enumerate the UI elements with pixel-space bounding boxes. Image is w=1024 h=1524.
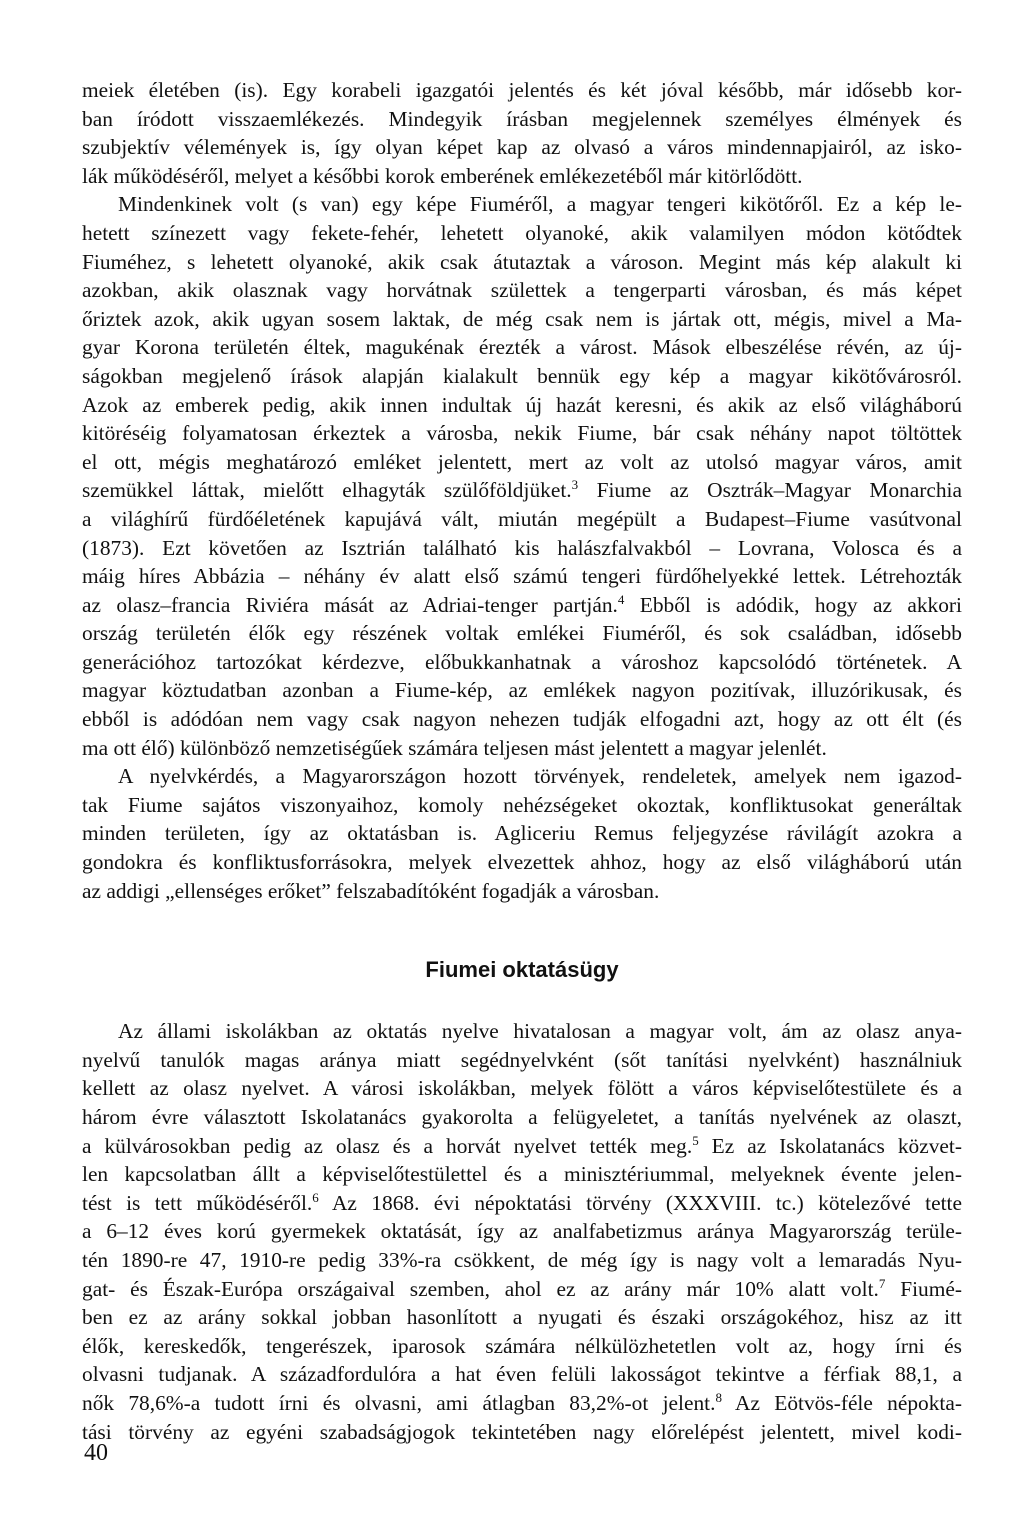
footnote-marker: 5: [692, 1132, 699, 1148]
page-body: [82, 76, 962, 1446]
text-line: hetett színezett vagy fekete-fehér, lehetett olyanoké, akik valamilyen módon kötődtek: [82, 220, 962, 245]
footnote-marker: 3: [571, 477, 579, 493]
footnote-marker: 6: [312, 1189, 319, 1205]
text-line: Azok az emberek pedig, akik innen indultak új hazát keresni, és akik az első világháború: [82, 392, 962, 417]
body-text-section-2: [82, 1017, 962, 1446]
text-line: lák működéséről, melyet a későbbi korok emberének emlékezetéből már kitörlődött.: [82, 163, 803, 188]
footnote-marker: 4: [617, 591, 625, 607]
text-line: gyar Korona területén éltek, magukénak érezték a várost. Mások elbeszélése révén, az új-: [82, 335, 962, 360]
text-line: az olasz–francia Riviéra mását az Adriai-tenger partján.$^4$ Ebből is adódik, hogy az akkori: [82, 591, 963, 617]
text-line: a világhírű fürdőéletének kapujává vált, miután megépült a Budapest–Fiume vasútvonal: [82, 506, 962, 531]
section-heading: Fiumei oktatásügy: [425, 957, 619, 983]
text-line: ságokban megjelenő írások alapján kialakult bennük egy kép a magyar kikötővárosról.: [82, 363, 962, 388]
text-line: Mindenkinek volt (s van) egy képe Fiuméről, a magyar tengeri kikötőről. Ez a kép le-: [118, 192, 962, 217]
text-line: gondokra és konfliktusforrásokra, melyek elvezettek ahhoz, hogy az első világháború után: [82, 850, 962, 875]
text-line: gat- és Észak-Európa országaival szemben, ahol ez az arány már 10% alatt volt.$^7$ Fiumé-: [82, 1275, 963, 1301]
text-line: Fiuméhez, s lehetett olyanoké, akik csak átutaztak a városon. Megint más kép alakult ki: [82, 249, 962, 274]
text-line: ma ott élő) különböző nemzetiségűek számára teljesen mást jelentett a magyar jelenlét.: [82, 735, 827, 760]
page-number: 40: [84, 1440, 108, 1466]
text-line: generációhoz tartozókat kérdezve, előbukkanhatnak a városhoz kapcsolódó történetek. A: [82, 649, 962, 674]
text-line: máig híres Abbázia – néhány év alatt első számú tengeri fürdőhelyekké lettek. Létrehozták: [82, 564, 962, 589]
text-line: A nyelvkérdés, a Magyarországon hozott törvények, rendeletek, amelyek nem igazod-: [118, 764, 962, 789]
text-line: három évre választott Iskolatanács gyakorolta a felügyeletet, a tanítás nyelvének az olaszt,: [82, 1105, 962, 1129]
text-line: magyar köztudatban azonban a Fiume-kép, az emlékek nagyon pozitívak, illuzórikusak, és: [82, 678, 962, 703]
text-line: nyelvű tanulók magas aránya miatt segédnyelvként (sőt tanítási nyelvként) használniuk: [82, 1047, 962, 1072]
text-line: a külvárosokban pedig az olasz és a horvát nyelvet tették meg.$^5$ Ez az Iskolatanács közvet-: [82, 1132, 962, 1158]
text-line: ben ez az arány sokkal jobban hasonlított a nyugati és északi országokéhoz, hisz az itt: [82, 1305, 962, 1330]
text-line: Az állami iskolákban az oktatás nyelve hivatalosan a magyar volt, ám az olasz anya-: [118, 1019, 962, 1044]
footnote-marker: 7: [878, 1275, 886, 1291]
text-line: el ott, mégis meghatározó emléket jelentett, mert az volt az utolsó magyar város, amit: [82, 449, 962, 474]
text-line: nők 78,6%-a tudott írni és olvasni, ami átlagban 83,2%-ot jelent.$^8$ Az Eötvös-féle népokta-: [82, 1389, 962, 1415]
text-line: meiek életében (is). Egy korabeli igazgatói jelentés és két jóval később, már idősebb kor-: [82, 78, 962, 102]
text-line: az addigi „ellenséges erőket” felszabadítóként fogadják a városban.: [82, 878, 660, 903]
text-line: len kapcsolatban állt a képviselőtestülettel és a minisztériummal, melyeknek évente jelen-: [82, 1162, 962, 1187]
text-line: tak Fiume sajátos viszonyaihoz, komoly nehézségeket okoztak, konfliktusokat generáltak: [82, 792, 962, 817]
text-line: ban íródott visszaemlékezés. Mindegyik írásban megjelennek személyes élmények és: [82, 106, 962, 131]
text-line: tést is tett működéséről.$^6$ Az 1868. évi népoktatási törvény (XXXVIII. tc.) kötelezővé tette: [82, 1189, 962, 1215]
text-line: olvasni tudjanak. A századfordulóra a hat éven felüli lakosságot tekintve a férfiak 88,1, a: [82, 1362, 962, 1387]
text-line: szemükkel láttak, mielőtt elhagyták szülőföldjüket.$^3$ Fiume az Osztrák–Magyar Monarchia: [82, 477, 962, 503]
text-line: azokban, akik olasznak vagy horvátnak születtek a tengerparti városban, és más képet: [82, 278, 962, 303]
text-line: őriztek azok, akik ugyan sosem laktak, de még csak nem is jártak ott, mégis, mivel a Ma-: [82, 306, 962, 331]
footnote-marker: 8: [715, 1389, 722, 1405]
text-line: (1873). Ezt követően az Isztrián található kis halászfalvakból – Lovrana, Volosca és a: [82, 535, 962, 560]
text-line: szubjektív vélemények is, így olyan képet kap az olvasó a város mindennapjairól, az isko-: [82, 135, 962, 160]
body-text-section-1: [82, 76, 962, 905]
text-line: kellett az olasz nyelvet. A városi iskolákban, melyek fölött a város képviselőtestülete és a: [82, 1076, 962, 1101]
text-line: élők, kereskedők, tengerészek, iparosok számára nélkülözhetetlen volt az, hogy írni és: [82, 1333, 962, 1358]
text-line: tén 1890-re 47, 1910-re pedig 33%-ra csökkent, de még így is nagy volt a lemaradás Nyu-: [82, 1247, 962, 1272]
text-line: minden területen, így az oktatásban is. Agliceriu Remus feljegyzése rávilágít azokra a: [82, 821, 962, 846]
text-line: tási törvény az egyéni szabadságjogok tekintetében nagy előrelépést jelentett, mivel kodi-: [82, 1419, 962, 1444]
text-line: ország területén élők egy részének voltak emlékei Fiuméről, és sok családban, idősebb: [82, 621, 962, 646]
text-line: a 6–12 éves korú gyermekek oktatását, így az analfabetizmus aránya Magyarország terüle-: [82, 1219, 962, 1244]
text-line: ebből is adódóan nem vagy csak nagyon nehezen tudják elfogadni azt, hogy az ott élt (és: [82, 707, 962, 732]
text-line: kitöréséig folyamatosan érkeztek a városba, nekik Fiume, bár csak néhány napot töltöttek: [82, 421, 962, 446]
